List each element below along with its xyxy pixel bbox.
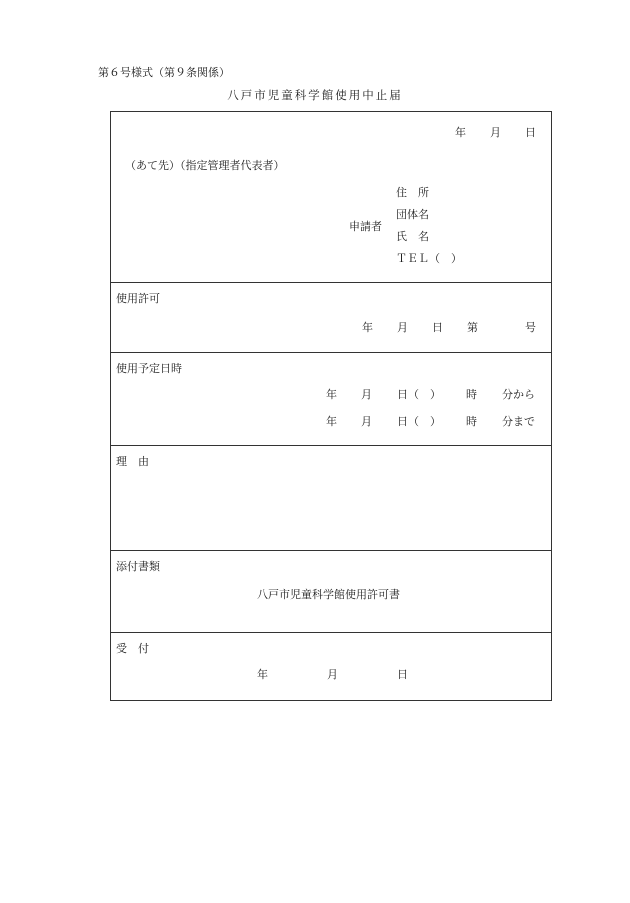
reception-month-label: 月 [327,668,338,681]
attachments-label: 添付書類 [116,560,160,573]
schedule-end-day: 日（ ） [397,415,441,428]
schedule-start-hour: 時 [466,388,477,401]
schedule-start-day: 日（ ） [397,388,441,401]
schedule-start-month: 月 [361,388,372,401]
permit-month-label: 月 [397,321,408,334]
reception-label: 受 付 [116,642,149,655]
applicant-name-label: 氏 名 [396,230,429,243]
attachment-item: 八戸市児童科学館使用許可書 [257,588,400,601]
applicant-tel-label: ＴＥＬ（ ） [396,252,462,265]
permit-dai-label: 第 [467,321,478,334]
divider-line [111,445,551,446]
divider-line [111,632,551,633]
schedule-start-year: 年 [326,388,337,401]
schedule-start-minute: 分から [502,388,535,401]
addressee: （あて先）（指定管理者代表者） [125,159,285,172]
reason-label: 理 由 [116,455,149,468]
divider-line [111,282,551,283]
permit-go-label: 号 [525,321,536,334]
schedule-end-hour: 時 [466,415,477,428]
schedule-end-minute: 分まで [502,415,535,428]
submission-month-label: 月 [490,126,501,139]
applicant-group-label: 団体名 [396,208,429,221]
submission-day-label: 日 [525,126,536,139]
applicant-address-label: 住 所 [396,186,429,199]
divider-line [111,352,551,353]
form-table [110,111,552,701]
submission-year-label: 年 [455,126,466,139]
permit-label: 使用許可 [116,292,160,305]
schedule-end-month: 月 [361,415,372,428]
reception-day-label: 日 [397,668,408,681]
schedule-label: 使用予定日時 [116,362,182,375]
form-number: 第６号様式（第９条関係） [98,66,230,79]
schedule-end-year: 年 [326,415,337,428]
permit-day-label: 日 [432,321,443,334]
divider-line [111,550,551,551]
permit-year-label: 年 [362,321,373,334]
reception-year-label: 年 [257,668,268,681]
applicant-label: 申請者 [349,220,382,233]
document-title: 八戸市児童科学館使用中止届 [227,88,403,102]
